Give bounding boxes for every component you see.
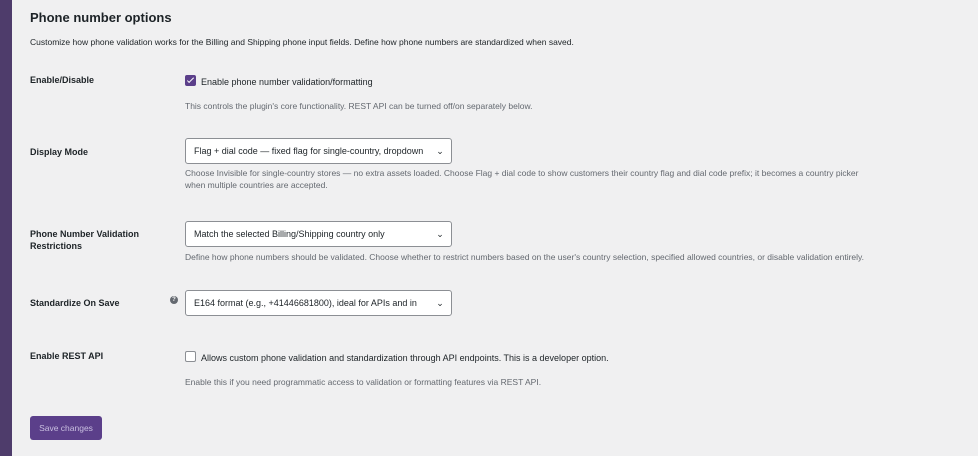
validation-restrictions-label-line1: Phone Number Validation [30,229,140,239]
section-title: Phone number options [30,10,172,25]
display-mode-label: Display Mode [30,147,89,157]
display-mode-select[interactable] [185,138,452,164]
enable-validation-field [185,73,533,112]
rest-api-description: Enable this if you need programmatic access to validation or formatting features via REST API. [185,377,542,387]
save-changes-button[interactable]: Save changes [30,416,102,440]
settings-form [30,0,978,456]
enable-validation-control[interactable] [185,73,373,90]
standardize-label: Standardize On Save [30,298,120,308]
rest-api-checkbox-label: Allows custom phone validation and standardization through API endpoints. This is a developer option. [201,352,609,363]
chevron-down-icon: ⌄ [435,291,445,315]
chevron-down-icon: ⌄ [435,139,445,163]
section-description: Customize how phone validation works for the Billing and Shipping phone input fields. Define how phone numbers are standardized when saved. [30,37,574,47]
rest-api-field [185,349,609,388]
display-mode-description-line2: when multiple countries are accepted. [185,180,328,190]
validation-restrictions-label-line2: Restrictions [30,241,83,251]
rest-api-checkbox[interactable] [185,351,196,362]
validation-restrictions-description: Define how phone numbers should be validated. Choose whether to restrict numbers based on the user's country selection, specified allowed countries, or disable validation entirely. [185,252,865,262]
standardize-selected-value: E164 format (e.g., +41446681800), ideal for APIs and in [194,298,417,308]
enable-validation-checkbox[interactable] [185,75,196,86]
display-mode-selected-value: Flag + dial code — fixed flag for single-country, dropdown [194,146,424,156]
rest-api-control[interactable] [185,349,609,366]
enable-disable-label: Enable/Disable [30,75,95,85]
validation-restrictions-selected-value: Match the selected Billing/Shipping country only [194,229,385,239]
display-mode-description [185,167,975,191]
help-icon[interactable]: ? [170,296,178,304]
rest-api-label: Enable REST API [30,351,104,361]
enable-validation-checkbox-label: Enable phone number validation/formatting [201,76,373,87]
chevron-down-icon: ⌄ [435,222,445,246]
display-mode-description-line1: Choose Invisible for single-country stores — no extra assets loaded. Choose Flag + dial code to show customers their country flag and dial code prefix; it becomes a country picker [185,168,859,178]
enable-validation-description: This controls the plugin's core functionality. REST API can be turned off/on separately below. [185,101,533,111]
standardize-select[interactable] [185,290,452,316]
validation-restrictions-label [30,228,139,252]
validation-restrictions-select[interactable] [185,221,452,247]
admin-sidebar-strip [0,0,12,456]
